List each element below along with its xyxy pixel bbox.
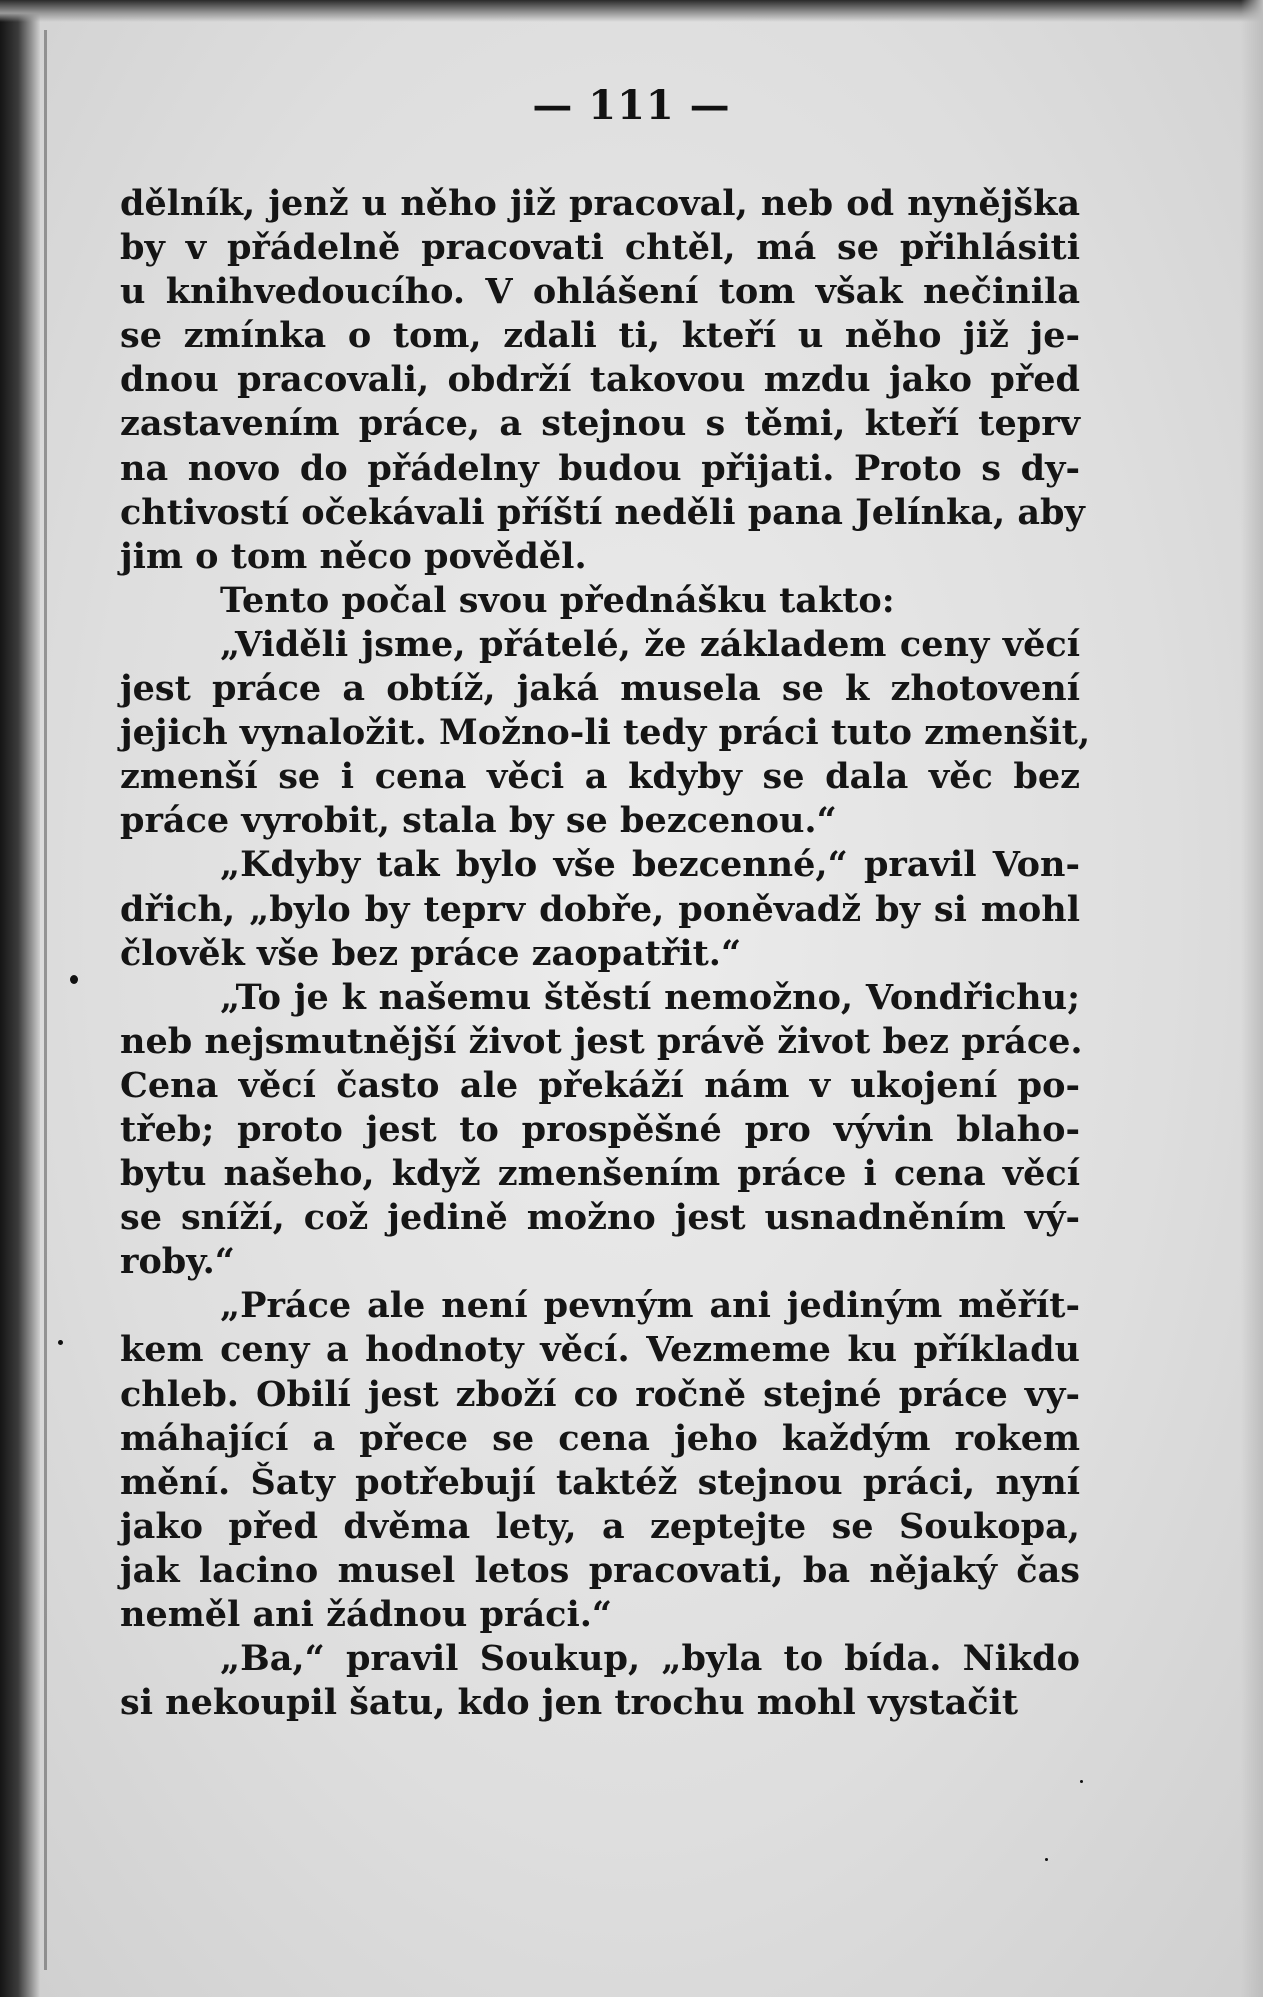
- text-line: bytu našeho, když zmenšením práce i cena věcí: [120, 1153, 1080, 1195]
- ink-speck: [1080, 1780, 1083, 1783]
- text-line: dělník, jenž u něho již pracoval, neb od nynějška: [120, 183, 1080, 224]
- text-line: Tento počal svou přednášku takto:: [220, 579, 895, 621]
- text-line: člověk vše bez práce zaopatřit.“: [120, 932, 742, 974]
- text-line: Cena věcí často ale překáží nám v ukojení po-: [120, 1064, 1080, 1106]
- body-text: [120, 182, 1091, 1725]
- text-line: „To je k našemu štěstí nemožno, Vondřichu;: [220, 976, 1080, 1018]
- ink-speck: [58, 1340, 63, 1345]
- text-line: mění. Šaty potřebují taktéž stejnou práci, nyní: [120, 1461, 1080, 1503]
- top-edge-shadow: [0, 0, 1263, 22]
- text-line: jest práce a obtíž, jaká musela se k zhotovení: [120, 668, 1080, 710]
- right-edge-shadow: [1241, 0, 1263, 1997]
- text-line: neb nejsmutnější život jest právě život bez práce.: [120, 1020, 1083, 1062]
- ink-speck: [70, 975, 78, 984]
- text-line: zmenší se i cena věci a kdyby se dala věc bez: [120, 756, 1080, 798]
- text-line: se zmínka o tom, zdali ti, kteří u něho již je-: [120, 315, 1080, 357]
- text-line: „Kdyby tak bylo vše bezcenné,“ pravil Von-: [220, 844, 1080, 886]
- text-line: dřich, „bylo by teprv dobře, poněvadž by si mohl: [120, 888, 1080, 930]
- binding-fold-line: [44, 30, 47, 1970]
- text-line: zastavením práce, a stejnou s těmi, kteří teprv: [120, 403, 1080, 445]
- paragraph-p4: [120, 843, 1080, 975]
- page-number: — 111 —: [532, 82, 731, 129]
- text-line: kem ceny a hodnoty věcí. Vezmeme ku příkladu: [120, 1329, 1080, 1371]
- paragraph-p1: [120, 182, 1085, 579]
- ink-speck: [1045, 1858, 1048, 1861]
- text-line: „Práce ale není pevným ani jediným měřít-: [220, 1285, 1080, 1327]
- text-line: roby.“: [120, 1241, 235, 1283]
- text-line: neměl ani žádnou práci.“: [120, 1594, 613, 1635]
- text-line: jak lacino musel letos pracovati, ba nějaký čas: [120, 1549, 1080, 1591]
- text-line: jim o tom něco pověděl.: [120, 535, 587, 577]
- text-line: na novo do přádelny budou přijati. Proto s dy-: [120, 447, 1080, 489]
- text-line: jako před dvěma lety, a zeptejte se Soukopa,: [120, 1505, 1080, 1547]
- paragraph-p5: [120, 976, 1083, 1285]
- text-line: dnou pracovali, obdrží takovou mzdu jako před: [120, 359, 1080, 401]
- text-line: by v přádelně pracovati chtěl, má se přihlásiti: [120, 227, 1080, 269]
- text-line: třeb; proto jest to prospěšné pro vývin blaho-: [120, 1108, 1080, 1150]
- text-line: „Ba,“ pravil Soukup, „byla to bída. Nikdo: [220, 1638, 1080, 1680]
- text-line: jejich vynaložit. Možno-li tedy práci tuto zmenšit,: [120, 712, 1091, 754]
- text-line: chleb. Obilí jest zboží co ročně stejné práce vy-: [120, 1373, 1080, 1415]
- paragraph-p2: [120, 579, 1080, 623]
- text-line: chtivostí očekávali příští neděli pana Jelínka, aby: [120, 491, 1085, 533]
- text-line: se sníží, což jedině možno jest usnadněním vý-: [120, 1197, 1080, 1239]
- text-line: „Viděli jsme, přátelé, že základem ceny věcí: [220, 623, 1080, 665]
- text-line: u knihvedoucího. V ohlášení tom však nečinila: [120, 271, 1080, 313]
- paragraph-p7: [120, 1637, 1080, 1725]
- text-line: máhající a přece se cena jeho každým rokem: [120, 1417, 1080, 1459]
- paragraph-p6: [120, 1284, 1080, 1637]
- text-line: si nekoupil šatu, kdo jen trochu mohl vystačit: [120, 1682, 1019, 1724]
- text-line: práce vyrobit, stala by se bezcenou.“: [120, 800, 837, 842]
- binding-shadow: [0, 0, 40, 1997]
- paragraph-p3: [120, 623, 1091, 843]
